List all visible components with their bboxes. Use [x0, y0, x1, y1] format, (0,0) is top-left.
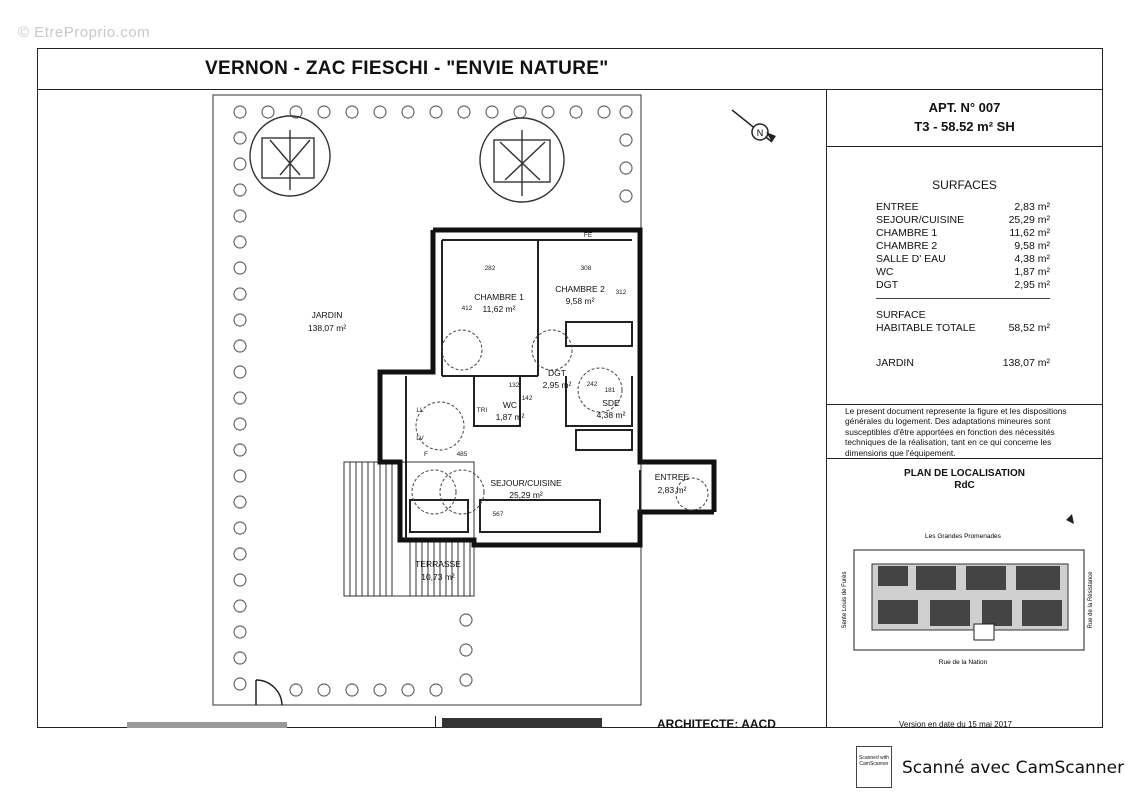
street-right: Rue de la Résistance — [1088, 571, 1094, 629]
tree-right — [480, 118, 564, 202]
sejour-area: 25,29 m² — [509, 490, 543, 500]
wc-area: 1,87 m² — [495, 412, 525, 422]
surface-value: 2,83 m² — [1014, 201, 1050, 213]
total-surface — [876, 309, 1050, 335]
architect-logo — [442, 718, 602, 728]
total-row — [876, 322, 1050, 335]
jardin-label: JARDIN — [311, 310, 343, 320]
surfaces-separator — [876, 298, 1050, 299]
chambre1-area: 11,62 m² — [482, 304, 516, 314]
dim-label: 181 — [604, 387, 616, 394]
location-title: PLAN DE LOCALISATION — [904, 468, 1025, 479]
surface-value: 1,87 m² — [1014, 266, 1050, 278]
tri-label: TRI — [476, 407, 488, 414]
surface-label: ENTREE — [876, 201, 919, 213]
dim-label: 282 — [484, 265, 496, 272]
camscanner-logo — [856, 746, 892, 788]
list-item — [876, 214, 1050, 227]
compass-letter: N — [756, 128, 764, 138]
version-label: Version en date du 15 mai 2017 — [899, 720, 1012, 728]
dim-label: 412 — [461, 305, 473, 312]
list-item — [876, 279, 1050, 292]
camscanner-caption: Scanné avec CamScanner — [902, 758, 1125, 778]
list-item — [876, 227, 1050, 240]
ll-label: LL — [416, 407, 424, 414]
apartment-type: T3 - 58.52 m² SH — [914, 119, 1015, 134]
jardin-summary-label: JARDIN — [876, 357, 914, 369]
surface-value: 11,62 m² — [1009, 227, 1050, 239]
sde-area: 4,38 m² — [596, 410, 626, 420]
entree-area: 2,83 m² — [657, 485, 687, 495]
sejour-label: SEJOUR/CUISINE — [490, 478, 562, 488]
dim-label: 142 — [521, 395, 533, 402]
surface-label: WC — [876, 266, 894, 278]
dim-label: 567 — [492, 511, 504, 518]
hedge — [234, 106, 632, 696]
dim-label: 308 — [580, 265, 592, 272]
sde-label: SDE — [602, 398, 620, 408]
surface-value: 2,95 m² — [1014, 279, 1050, 291]
divider — [827, 146, 1103, 147]
list-item — [876, 201, 1050, 214]
jardin-area: 138,07 m² — [307, 323, 347, 333]
logo-fragment — [127, 722, 287, 728]
garden-gate — [256, 680, 282, 705]
architect-label: ARCHITECTE: AACD — [657, 717, 776, 728]
surface-label: CHAMBRE 1 — [876, 227, 938, 239]
lv-label: LV — [416, 435, 424, 442]
jardin-row — [876, 357, 1050, 369]
divider — [827, 458, 1103, 459]
apartment-header — [826, 98, 1103, 136]
total-label-2: HABITABLE TOTALE — [876, 322, 976, 334]
watermark: © EtreProprio.com — [18, 24, 151, 41]
total-label-1: SURFACE — [876, 309, 926, 321]
dim-label: 242 — [586, 381, 598, 388]
disclaimer: Le present document represente la figure et les dispositions générales du logement. Des adaptations mineures sont susceptibles d'être apportées en fonction des nécessités techniques de la réalisation, tant en ce qui concerne les dimensions que l'équipement. — [845, 406, 1067, 458]
dim-label: 132 — [508, 382, 520, 389]
apartment-number: APT. N° 007 — [928, 100, 1001, 115]
list-item — [876, 240, 1050, 253]
camscanner-logo-text: Scanned with CamScanner — [858, 755, 890, 767]
f-label: F — [424, 451, 428, 458]
surfaces-list — [876, 201, 1050, 292]
surface-value: 4,38 m² — [1014, 253, 1050, 265]
chambre1-label: CHAMBRE 1 — [474, 292, 524, 302]
map-north-icon — [1066, 514, 1074, 524]
dgt-area: 2,95 m² — [542, 380, 572, 390]
location-level: RdC — [954, 480, 975, 491]
surfaces-title: SURFACES — [932, 178, 997, 192]
divider — [827, 404, 1103, 405]
surface-label: DGT — [876, 279, 899, 291]
footer-band — [37, 716, 1103, 728]
garden-boundary — [213, 95, 641, 705]
location-map — [826, 500, 1103, 700]
compass-icon — [732, 110, 776, 142]
list-item — [876, 253, 1050, 266]
chambre2-label: CHAMBRE 2 — [555, 284, 605, 294]
surface-value: 9,58 m² — [1014, 240, 1050, 252]
dgt-label: DGT — [548, 368, 566, 378]
surface-label: SEJOUR/CUISINE — [876, 214, 965, 226]
wc-label: WC — [502, 400, 518, 410]
chambre2-area: 9,58 m² — [565, 296, 595, 306]
entree-label: ENTREE — [654, 472, 690, 482]
total-value: 58,52 m² — [1008, 322, 1050, 334]
list-item — [876, 266, 1050, 279]
dim-label: 485 — [456, 451, 468, 458]
apartment-marker — [974, 624, 994, 640]
surface-value: 25,29 m² — [1008, 214, 1050, 226]
divider — [435, 716, 436, 728]
street-bottom: Rue de la Nation — [938, 659, 988, 666]
dim-label: 312 — [615, 289, 627, 296]
terrasse-area: 10,73 m² — [421, 572, 455, 582]
location-header — [826, 468, 1103, 492]
street-top: Les Grandes Promenades — [925, 533, 1001, 540]
tree-left — [250, 116, 330, 196]
terrasse-label: TERRASSE — [415, 559, 461, 569]
jardin-summary-value: 138,07 m² — [1002, 357, 1050, 369]
surface-label: SALLE D' EAU — [876, 253, 946, 265]
project-title: VERNON - ZAC FIESCHI - "ENVIE NATURE" — [205, 58, 609, 79]
street-left: Sente Louis de Furès — [842, 571, 848, 629]
surface-label: CHAMBRE 2 — [876, 240, 938, 252]
fe-label: FE — [583, 232, 593, 239]
